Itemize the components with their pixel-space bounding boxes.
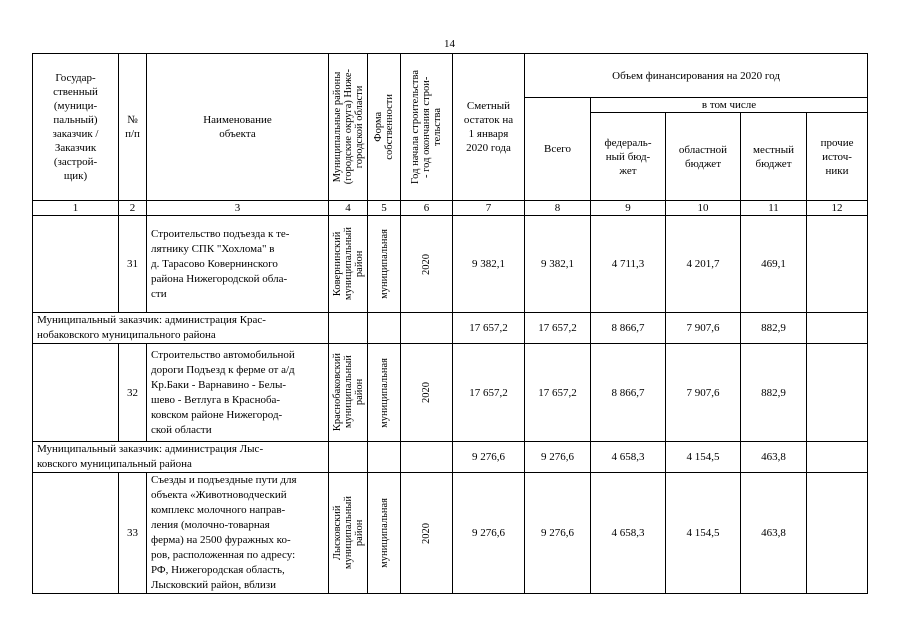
header-total: Всего [525, 98, 591, 201]
row-number: 32 [119, 344, 147, 442]
empty-cell [329, 442, 368, 473]
header-number: № п/п [119, 54, 147, 201]
header-object-name: Наименование объекта [147, 54, 329, 201]
federal-value: 8 866,7 [591, 313, 666, 344]
empty-cell [401, 442, 453, 473]
table-row [33, 344, 868, 442]
district-cell: Ковернинский муниципальный район [329, 216, 368, 313]
total-value: 17 657,2 [525, 313, 591, 344]
column-number: 5 [368, 201, 401, 216]
row-number: 33 [119, 473, 147, 594]
empty-cell [33, 473, 119, 594]
header-ownership: Форма собственности [368, 54, 401, 201]
column-number: 3 [147, 201, 329, 216]
column-number: 6 [401, 201, 453, 216]
total-value: 9 276,6 [525, 442, 591, 473]
federal-value: 4 658,3 [591, 442, 666, 473]
page-number: 14 [444, 38, 455, 50]
ownership-cell: муниципальная [368, 473, 401, 594]
column-numbers-row [33, 201, 868, 216]
header-federal: федераль- ный бюд- жет [591, 113, 666, 201]
total-value: 17 657,2 [525, 344, 591, 442]
row-number: 31 [119, 216, 147, 313]
local-value: 463,8 [741, 442, 807, 473]
header-including: в том числе [591, 98, 868, 113]
column-number: 9 [591, 201, 666, 216]
empty-cell [329, 313, 368, 344]
balance-value: 9 276,6 [453, 442, 525, 473]
header-row-1 [33, 54, 868, 98]
column-number: 10 [666, 201, 741, 216]
local-value: 882,9 [741, 344, 807, 442]
column-number: 4 [329, 201, 368, 216]
other-value [807, 442, 868, 473]
other-value [807, 344, 868, 442]
regional-value: 4 154,5 [666, 442, 741, 473]
column-number: 7 [453, 201, 525, 216]
other-value [807, 473, 868, 594]
empty-cell [401, 313, 453, 344]
column-number: 12 [807, 201, 868, 216]
balance-value: 17 657,2 [453, 313, 525, 344]
federal-value: 8 866,7 [591, 344, 666, 442]
customer-label: Муниципальный заказчик: администрация Крас- нобаковского муниципального района [33, 313, 329, 344]
column-number: 1 [33, 201, 119, 216]
regional-value: 7 907,6 [666, 344, 741, 442]
column-number: 2 [119, 201, 147, 216]
column-number: 8 [525, 201, 591, 216]
empty-cell [33, 344, 119, 442]
district-cell: Лысковский муниципальный район [329, 473, 368, 594]
local-value: 469,1 [741, 216, 807, 313]
other-value [807, 216, 868, 313]
empty-cell [368, 442, 401, 473]
header-regional: областной бюджет [666, 113, 741, 201]
federal-value: 4 711,3 [591, 216, 666, 313]
header-district: Муниципальные районы (городские округа) Ниже- городской области [329, 54, 368, 201]
year-cell: 2020 [401, 473, 453, 594]
balance-value: 9 276,6 [453, 473, 525, 594]
year-cell: 2020 [401, 216, 453, 313]
header-balance: Сметный остаток на 1 января 2020 года [453, 54, 525, 201]
object-name: Строительство подъезда к те- лятнику СПК "Хохлома" в д. Тарасово Ковернинского района Нижегородской обла- сти [147, 216, 329, 313]
ownership-cell: муниципальная [368, 216, 401, 313]
total-value: 9 382,1 [525, 216, 591, 313]
other-value [807, 313, 868, 344]
regional-value: 4 201,7 [666, 216, 741, 313]
empty-cell [33, 216, 119, 313]
total-value: 9 276,6 [525, 473, 591, 594]
balance-value: 9 382,1 [453, 216, 525, 313]
empty-cell [368, 313, 401, 344]
financing-table [32, 53, 868, 594]
ownership-cell: муниципальная [368, 344, 401, 442]
header-customer: Государ- ственный (муници- пальный) заказчик / Заказчик (застрой- щик) [33, 54, 119, 201]
customer-row [33, 313, 868, 344]
object-name: Строительство автомобильной дороги Подъезд к ферме от а/д Кр.Баки - Варнавино - Белы- шево - Ветлуга в Краснoба- ковском районе Нижегород- ской области [147, 344, 329, 442]
balance-value: 17 657,2 [453, 344, 525, 442]
local-value: 882,9 [741, 313, 807, 344]
customer-label: Муниципальный заказчик: администрация Лыс- ковского муниципальный района [33, 442, 329, 473]
header-years: Год начала строительства - год окончания строи- тельства [401, 54, 453, 201]
district-cell: Краснобаковский муниципальный район [329, 344, 368, 442]
header-other: прочие источ- ники [807, 113, 868, 201]
customer-row [33, 442, 868, 473]
regional-value: 7 907,6 [666, 313, 741, 344]
regional-value: 4 154,5 [666, 473, 741, 594]
object-name: Съезды и подъездные пути для объекта «Животноводческий комплекс молочного направ- ления (молочно-товарная ферма) на 2500 фуражных ко- ров, расположенная по адресу: РФ, Нижегородская область, Лысковский район, вблизи [147, 473, 329, 594]
header-funding-title: Объем финансирования на 2020 год [525, 54, 868, 98]
table-row [33, 473, 868, 594]
column-number: 11 [741, 201, 807, 216]
table-row [33, 216, 868, 313]
header-local: местный бюджет [741, 113, 807, 201]
year-cell: 2020 [401, 344, 453, 442]
local-value: 463,8 [741, 473, 807, 594]
federal-value: 4 658,3 [591, 473, 666, 594]
